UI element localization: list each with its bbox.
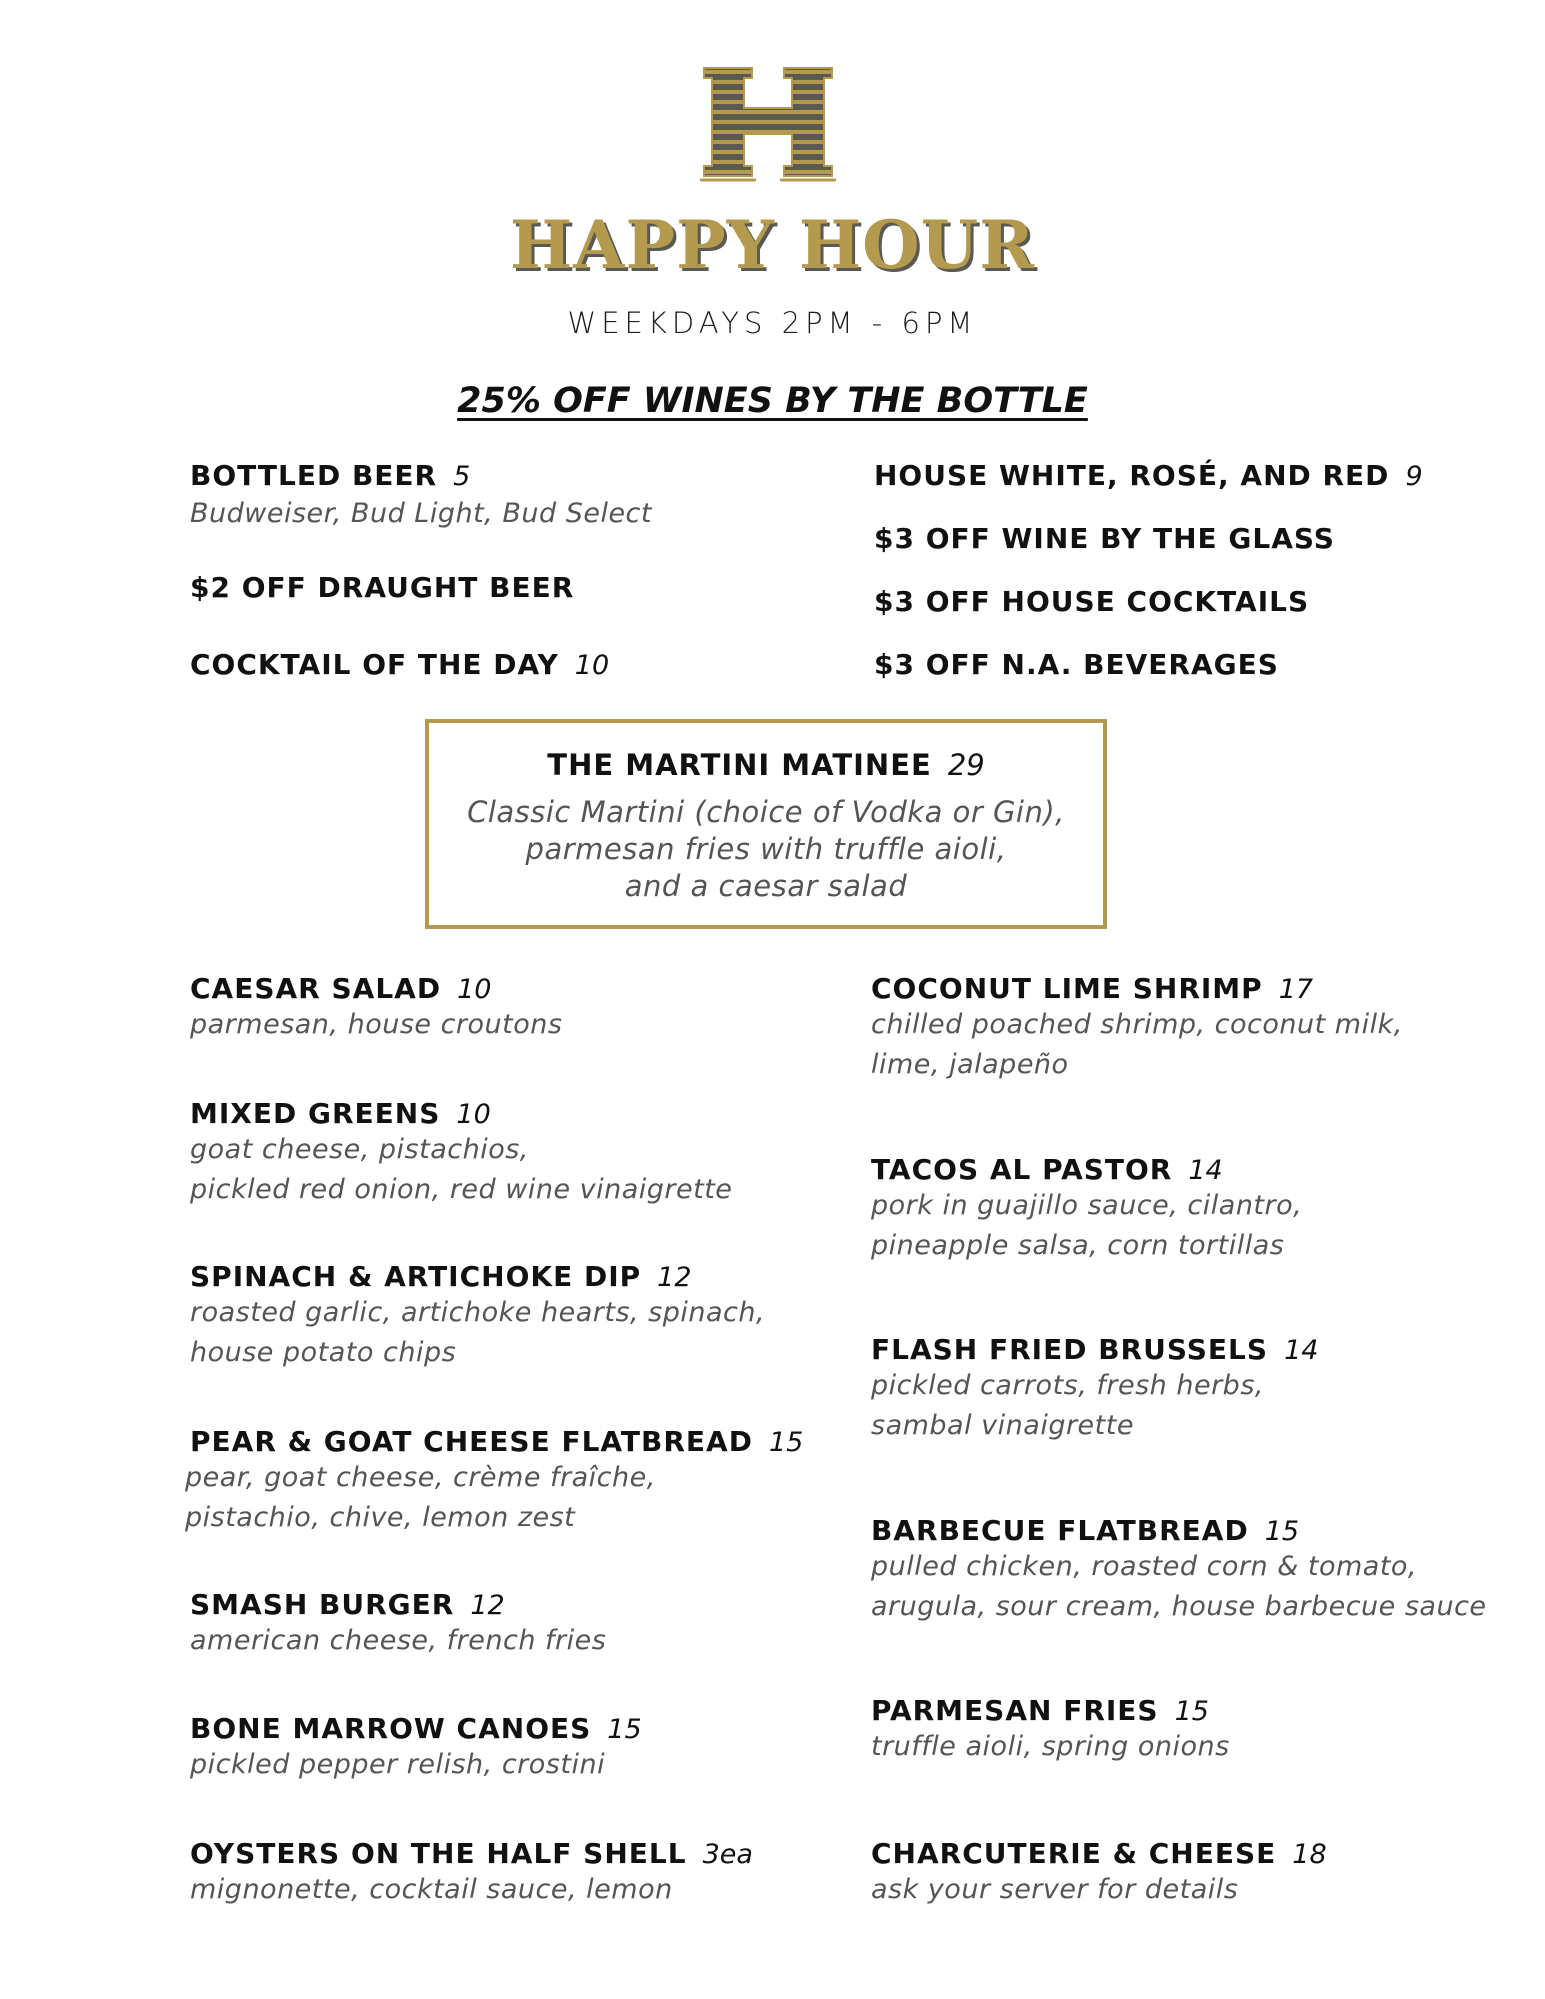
food-item xyxy=(871,1694,1230,1767)
item-name: MIXED GREENS xyxy=(190,1097,441,1130)
item-desc: ask your server for details xyxy=(871,1874,1239,1905)
drink-item xyxy=(190,571,574,604)
page-title: HAPPY HOUR xyxy=(509,206,1036,284)
item-price: 14 xyxy=(1284,1335,1319,1366)
drink-item xyxy=(874,585,1309,618)
item-desc: pistachio, chive, lemon zest xyxy=(185,1502,576,1533)
item-desc: arugula, sour cream, house barbecue sauce xyxy=(871,1591,1487,1622)
drink-item xyxy=(190,459,652,534)
item-price: 15 xyxy=(768,1427,804,1458)
martini-desc-line: and a caesar salad xyxy=(624,869,908,903)
item-name: $3 OFF HOUSE COCKTAILS xyxy=(874,585,1310,618)
martini-name: THE MARTINI MATINEE xyxy=(547,748,932,782)
item-name: PARMESAN FRIES xyxy=(871,1694,1159,1727)
logo xyxy=(700,64,836,182)
item-name: TACOS AL PASTOR xyxy=(871,1153,1173,1186)
drink-item xyxy=(874,459,1423,492)
item-price: 10 xyxy=(456,1099,491,1130)
drink-item xyxy=(874,522,1335,555)
martini-desc-line: parmesan fries with truffle aioli, xyxy=(525,832,1007,866)
item-name: SMASH BURGER xyxy=(190,1588,455,1621)
item-desc: lime, jalapeño xyxy=(871,1049,1069,1080)
item-desc: pulled chicken, roasted corn & tomato, xyxy=(871,1551,1418,1582)
food-item xyxy=(185,1425,804,1538)
item-desc: parmesan, house croutons xyxy=(190,1009,563,1040)
item-price: 9 xyxy=(1405,461,1423,492)
item-name: COCONUT LIME SHRIMP xyxy=(871,972,1263,1005)
item-price: 12 xyxy=(657,1262,692,1293)
item-price: 15 xyxy=(607,1714,642,1745)
item-name: $3 OFF WINE BY THE GLASS xyxy=(874,522,1335,555)
item-desc: Budweiser, Bud Light, Bud Select xyxy=(190,498,652,529)
wine-promo-headline: 25% OFF WINES BY THE BOTTLE xyxy=(457,381,1088,421)
drink-item xyxy=(190,648,609,681)
item-price: 15 xyxy=(1174,1696,1209,1727)
food-item xyxy=(190,1097,732,1210)
martini-desc-line: Classic Martini (choice of Vodka or Gin), xyxy=(467,795,1065,829)
martini-price: 29 xyxy=(947,748,985,782)
item-price: 10 xyxy=(574,650,610,681)
item-name: CAESAR SALAD xyxy=(190,972,442,1005)
item-desc: mignonette, cocktail sauce, lemon xyxy=(190,1874,673,1905)
item-name: SPINACH & ARTICHOKE DIP xyxy=(190,1260,642,1293)
item-price: 5 xyxy=(453,461,471,492)
food-item xyxy=(871,972,1403,1085)
food-item xyxy=(871,1837,1327,1910)
item-price: 12 xyxy=(470,1590,505,1621)
item-desc: pickled carrots, fresh herbs, xyxy=(871,1370,1264,1401)
item-desc: pineapple salsa, corn tortillas xyxy=(871,1230,1285,1261)
item-desc: chilled poached shrimp, coconut milk, xyxy=(871,1009,1403,1040)
item-desc: pickled pepper relish, crostini xyxy=(190,1749,606,1780)
logo-h-icon xyxy=(700,64,836,182)
item-name: BONE MARROW CANOES xyxy=(190,1712,592,1745)
item-name: FLASH FRIED BRUSSELS xyxy=(871,1333,1269,1366)
item-name: $2 OFF DRAUGHT BEER xyxy=(190,571,575,604)
item-name: $3 OFF N.A. BEVERAGES xyxy=(874,648,1279,681)
item-desc: pork in guajillo sauce, cilantro, xyxy=(871,1190,1303,1221)
food-item xyxy=(190,1260,765,1373)
item-price: 17 xyxy=(1278,974,1314,1005)
item-price: 14 xyxy=(1188,1155,1223,1186)
item-name: BOTTLED BEER xyxy=(190,459,438,492)
food-item xyxy=(190,1712,642,1785)
item-name: CHARCUTERIE & CHEESE xyxy=(871,1837,1277,1870)
item-desc: house potato chips xyxy=(190,1337,457,1368)
item-price: 15 xyxy=(1264,1516,1300,1547)
food-item xyxy=(871,1514,1487,1627)
item-desc: sambal vinaigrette xyxy=(871,1410,1134,1441)
item-desc: pear, goat cheese, crème fraîche, xyxy=(185,1462,656,1493)
food-item xyxy=(190,972,562,1045)
hours-subtitle: WEEKDAYS 2PM - 6PM xyxy=(567,306,978,340)
item-desc: truffle aioli, spring onions xyxy=(871,1731,1230,1762)
item-desc: goat cheese, pistachios, xyxy=(190,1134,529,1165)
item-name: PEAR & GOAT CHEESE FLATBREAD xyxy=(190,1425,753,1458)
item-desc: american cheese, french fries xyxy=(190,1625,607,1656)
item-name: OYSTERS ON THE HALF SHELL xyxy=(190,1837,687,1870)
martini-desc xyxy=(425,794,1107,905)
food-item xyxy=(871,1153,1302,1266)
item-price: 3ea xyxy=(702,1839,753,1870)
drink-item xyxy=(874,648,1279,681)
item-name: HOUSE WHITE, ROSÉ, AND RED xyxy=(874,459,1390,492)
item-desc: roasted garlic, artichoke hearts, spinach, xyxy=(190,1297,766,1328)
item-name: COCKTAIL OF THE DAY xyxy=(190,648,559,681)
item-desc: pickled red onion, red wine vinaigrette xyxy=(190,1174,733,1205)
item-price: 18 xyxy=(1292,1839,1327,1870)
food-item xyxy=(871,1333,1318,1446)
food-item xyxy=(190,1588,606,1661)
food-item xyxy=(190,1837,753,1910)
item-price: 10 xyxy=(457,974,492,1005)
item-name: BARBECUE FLATBREAD xyxy=(871,1514,1249,1547)
